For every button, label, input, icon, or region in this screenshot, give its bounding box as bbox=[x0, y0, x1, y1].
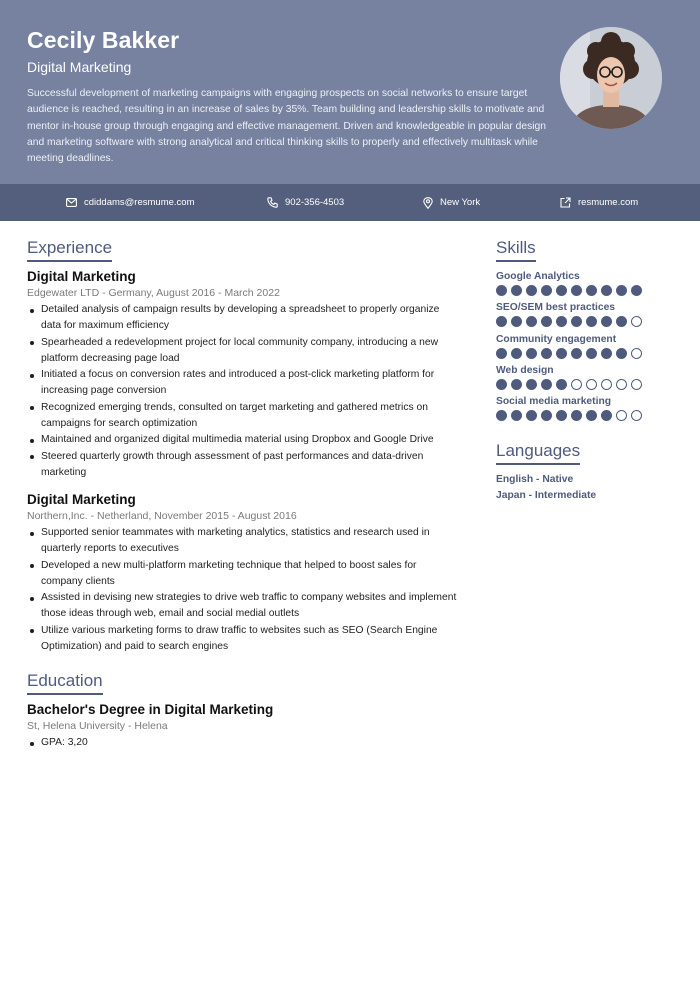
rating-dot-filled bbox=[511, 348, 522, 359]
list-item: Assisted in devising new strategies to drive web traffic to company websites and implement those ideas through web, email and social medial outlets bbox=[27, 590, 457, 623]
skill-name: SEO/SEM best practices bbox=[496, 302, 616, 314]
profile-photo-image bbox=[560, 27, 662, 129]
rating-dot-filled bbox=[526, 348, 537, 359]
profile-photo bbox=[560, 27, 662, 129]
rating-dot-filled bbox=[586, 410, 597, 421]
rating-dot-filled bbox=[616, 348, 627, 359]
contact-location bbox=[423, 184, 480, 221]
rating-dot-filled bbox=[586, 348, 597, 359]
degree-title: Bachelor's Degree in Digital Marketing bbox=[27, 702, 274, 717]
skill-rating bbox=[496, 348, 642, 359]
list-item: Detailed analysis of campaign results by developing a spreadsheet to properly organize data for maximum efficiency bbox=[27, 302, 457, 335]
website-text[interactable]: resmume.com bbox=[578, 197, 639, 208]
rating-dot-filled bbox=[631, 285, 642, 296]
external-link-icon bbox=[560, 197, 571, 208]
location-text: New York bbox=[440, 197, 481, 208]
rating-dot-filled bbox=[511, 379, 522, 390]
rating-dot-filled bbox=[616, 285, 627, 296]
list-item: Maintained and organized digital multimedia material using Dropbox and Google Drive bbox=[27, 432, 457, 448]
rating-dot-empty bbox=[631, 379, 642, 390]
job-title: Digital Marketing bbox=[27, 269, 136, 284]
rating-dot-filled bbox=[601, 410, 612, 421]
rating-dot-filled bbox=[511, 316, 522, 327]
list-item: Initiated a focus on conversion rates and introduced a post-click marketing platform for increasing page conversion bbox=[27, 367, 457, 400]
rating-dot-filled bbox=[526, 285, 537, 296]
education-heading: Education bbox=[27, 671, 103, 695]
rating-dot-filled bbox=[496, 348, 507, 359]
school-name: St, Helena University - Helena bbox=[27, 720, 168, 732]
list-item: Recognized emerging trends, consulted on target marketing and gathered metrics on campaigns for search optimization bbox=[27, 400, 457, 433]
rating-dot-filled bbox=[511, 285, 522, 296]
rating-dot-filled bbox=[541, 316, 552, 327]
rating-dot-empty bbox=[616, 410, 627, 421]
job-meta: Edgewater LTD - Germany, August 2016 - March 2022 bbox=[27, 287, 280, 299]
rating-dot-filled bbox=[616, 316, 627, 327]
rating-dot-filled bbox=[571, 410, 582, 421]
contact-phone[interactable] bbox=[267, 184, 344, 221]
rating-dot-empty bbox=[601, 379, 612, 390]
skill-rating bbox=[496, 379, 642, 390]
list-item: Utilize various marketing forms to draw traffic to websites such as SEO (Search Engine Optimization) and paid to search engines bbox=[27, 623, 457, 656]
skill-rating bbox=[496, 410, 642, 421]
rating-dot-filled bbox=[541, 410, 552, 421]
rating-dot-filled bbox=[586, 285, 597, 296]
phone-icon bbox=[267, 197, 278, 208]
list-item: Supported senior teammates with marketing analytics, statistics and research used in quarterly reports to executives bbox=[27, 525, 457, 558]
resume-header bbox=[0, 0, 700, 184]
rating-dot-filled bbox=[571, 285, 582, 296]
list-item: Developed a new multi-platform marketing technique that helped to boost sales for company clients bbox=[27, 558, 457, 591]
rating-dot-filled bbox=[511, 410, 522, 421]
contact-email[interactable] bbox=[66, 184, 194, 221]
rating-dot-filled bbox=[556, 316, 567, 327]
language-item: Japan - Intermediate bbox=[496, 490, 597, 501]
email-icon bbox=[66, 198, 77, 207]
rating-dot-filled bbox=[526, 410, 537, 421]
list-item: Steered quarterly growth through assessment of past performances and data-driven marketing bbox=[27, 449, 457, 482]
job-meta: Northern,Inc. - Netherland, November 2015 - August 2016 bbox=[27, 510, 297, 522]
contact-website[interactable] bbox=[560, 184, 638, 221]
languages-heading: Languages bbox=[496, 441, 580, 465]
skill-name: Social media marketing bbox=[496, 396, 612, 408]
rating-dot-filled bbox=[496, 379, 507, 390]
rating-dot-filled bbox=[601, 348, 612, 359]
summary-text: Successful development of marketing campaigns with engaging prospects on social networks to ensure target audience is reached, resulting in an increase of sales by 35%. Team building and leadership skills to motivate and mentor in-house group through engaging and effective management. Driven and knowledgeable in popular design and marketing software with strong analytical and critical thinking skills to properly and effectively multitask while meeting deadlines. bbox=[27, 88, 547, 165]
rating-dot-filled bbox=[556, 285, 567, 296]
rating-dot-filled bbox=[586, 316, 597, 327]
rating-dot-filled bbox=[496, 410, 507, 421]
job-bullets bbox=[27, 525, 457, 655]
job-title: Digital Marketing bbox=[27, 492, 136, 507]
skills-heading: Skills bbox=[496, 238, 536, 262]
location-pin-icon bbox=[423, 197, 433, 209]
skill-name: Community engagement bbox=[496, 333, 617, 345]
skill-name: Web design bbox=[496, 364, 554, 376]
rating-dot-empty bbox=[631, 410, 642, 421]
rating-dot-filled bbox=[541, 379, 552, 390]
rating-dot-filled bbox=[556, 410, 567, 421]
rating-dot-filled bbox=[541, 285, 552, 296]
candidate-title: Digital Marketing bbox=[27, 59, 132, 75]
rating-dot-filled bbox=[556, 348, 567, 359]
list-item: GPA: 3,20 bbox=[27, 735, 457, 751]
contact-bar bbox=[0, 184, 700, 221]
rating-dot-filled bbox=[601, 285, 612, 296]
skill-rating bbox=[496, 285, 642, 296]
rating-dot-filled bbox=[571, 316, 582, 327]
skill-rating bbox=[496, 316, 642, 327]
email-text[interactable]: cdiddams@resmume.com bbox=[84, 197, 195, 208]
list-item: Spearheaded a redevelopment project for local community company, introducing a new platform decreasing page load bbox=[27, 335, 457, 368]
rating-dot-filled bbox=[601, 316, 612, 327]
rating-dot-filled bbox=[556, 379, 567, 390]
job-bullets bbox=[27, 302, 457, 481]
rating-dot-empty bbox=[586, 379, 597, 390]
rating-dot-filled bbox=[526, 316, 537, 327]
rating-dot-empty bbox=[571, 379, 582, 390]
rating-dot-empty bbox=[631, 316, 642, 327]
candidate-name: Cecily Bakker bbox=[27, 27, 180, 53]
education-bullets bbox=[27, 735, 457, 751]
rating-dot-filled bbox=[571, 348, 582, 359]
rating-dot-filled bbox=[526, 379, 537, 390]
rating-dot-empty bbox=[616, 379, 627, 390]
phone-text[interactable]: 902-356-4503 bbox=[285, 197, 345, 208]
rating-dot-empty bbox=[631, 348, 642, 359]
rating-dot-filled bbox=[541, 348, 552, 359]
experience-heading: Experience bbox=[27, 238, 112, 262]
rating-dot-filled bbox=[496, 285, 507, 296]
language-item: English - Native bbox=[496, 474, 574, 485]
rating-dot-filled bbox=[496, 316, 507, 327]
skill-name: Google Analytics bbox=[496, 271, 580, 282]
